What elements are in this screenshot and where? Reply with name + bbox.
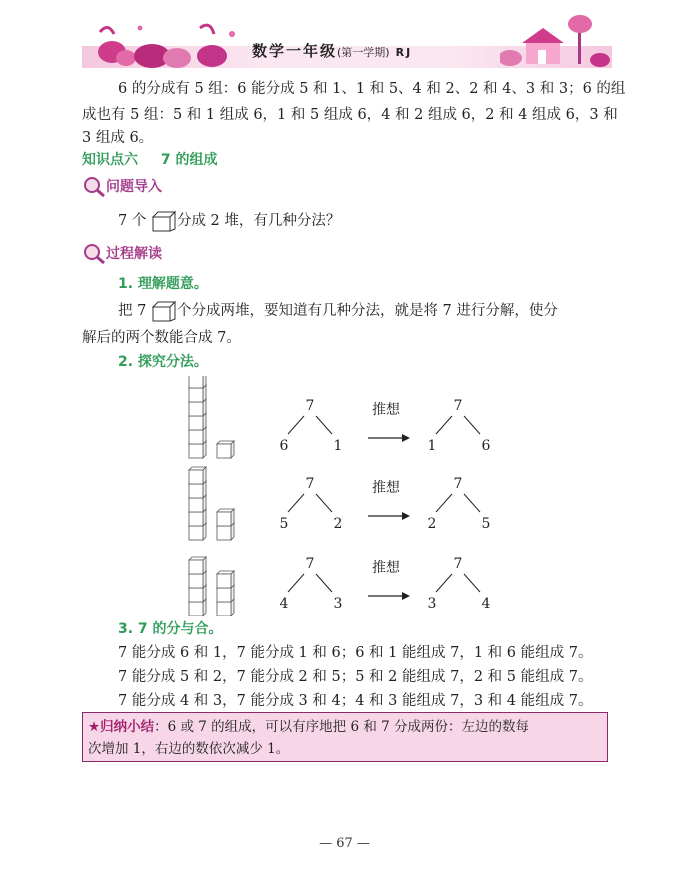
- summary-text-1: ：6 或 7 的组成，可以有序地把 6 和 7 分成两份：左边的数每: [154, 719, 530, 735]
- question-intro-title: 问题导入: [106, 179, 162, 195]
- cube-front: [189, 416, 203, 430]
- question-text-after: 分成 2 堆，有几种分法？: [176, 213, 341, 229]
- composition-figure: [180, 376, 500, 616]
- cube-front: [217, 588, 231, 602]
- cube-front: [217, 574, 231, 588]
- summary-box: [82, 712, 608, 762]
- tree-left-branch: [288, 494, 304, 512]
- process-paragraph-line-1: [118, 300, 558, 322]
- tree-left-part-b: 3: [333, 596, 343, 612]
- cube-side: [231, 571, 234, 588]
- process-paragraph-line-2: 解后的两个数能合成 7。: [82, 330, 241, 346]
- cube-icon: [151, 300, 177, 322]
- knowledge-point-label: 知识点六: [82, 152, 138, 168]
- intro-line-1: 6 的分成有 5 组：6 能分成 5 和 1、1 和 5、4 和 2、2 和 4、3 和 3；6 的组: [118, 81, 626, 97]
- cube-side: [231, 509, 234, 526]
- question-text-before: 7 个: [118, 213, 147, 229]
- cube-front: [189, 430, 203, 444]
- arrow-head: [402, 434, 410, 442]
- header-title: [252, 40, 412, 61]
- page-header: [82, 12, 612, 74]
- cube-front: [217, 444, 231, 458]
- tree-right-total: 7: [453, 398, 463, 414]
- split-line-2: 7 能分成 5 和 2，7 能分成 2 和 5；5 和 2 能组成 7，2 和 5 能组成 7。: [118, 669, 593, 685]
- tree-left-part-b: 2: [333, 516, 343, 532]
- header-edition: RJ: [395, 46, 413, 59]
- tree-left-part-b: 1: [333, 438, 343, 454]
- tree-left-total: 7: [305, 556, 315, 572]
- cube-front: [189, 484, 203, 498]
- cube-icon: [151, 210, 177, 232]
- knowledge-point-title: 7 的组成: [160, 152, 218, 168]
- tree-right-branch: [316, 574, 332, 592]
- tree-right-branch: [464, 574, 480, 592]
- cube-front: [189, 560, 203, 574]
- cube-front: [217, 512, 231, 526]
- cube-front: [189, 444, 203, 458]
- tree-right-branch: [464, 416, 480, 434]
- step-1: 1. 理解题意。: [118, 276, 208, 292]
- guess-label: 推想: [372, 560, 400, 576]
- tree-right-part-a: 3: [427, 596, 437, 612]
- summary-label: ★归纳小结: [88, 719, 155, 735]
- step-2: 2. 探究分法。: [118, 354, 208, 370]
- intro-line-3: 3 组成 6。: [82, 130, 154, 146]
- tree-right-part-a: 1: [427, 438, 437, 454]
- tree-left-branch: [288, 574, 304, 592]
- magnifier-icon: [82, 176, 106, 198]
- cube-front: [189, 388, 203, 402]
- tree-right-branch: [464, 494, 480, 512]
- process-text-before: 把 7: [118, 303, 147, 319]
- arrow-head: [402, 512, 410, 520]
- guess-label: 推想: [372, 402, 400, 418]
- guess-label: 推想: [372, 480, 400, 496]
- cube-side: [203, 557, 206, 574]
- cube-front: [217, 602, 231, 616]
- question-line: [118, 210, 340, 232]
- process-text-after: 个分成两堆，要知道有几种分法，就是将 7 进行分解，使分: [176, 303, 558, 319]
- summary-line-2: 次增加 1，右边的数依次减少 1。: [88, 741, 290, 757]
- tree-right-total: 7: [453, 556, 463, 572]
- tree-left-branch: [436, 494, 452, 512]
- cube-side: [203, 467, 206, 484]
- tree-right-branch: [316, 494, 332, 512]
- page-number: — 67 —: [319, 836, 370, 851]
- cube-front: [189, 498, 203, 512]
- cube-front: [189, 574, 203, 588]
- tree-left-part-a: 5: [279, 516, 289, 532]
- tree-right-part-b: 6: [481, 438, 491, 454]
- cube-front: [189, 602, 203, 616]
- magnifier-icon: [82, 243, 106, 265]
- tree-right-total: 7: [453, 476, 463, 492]
- step-3: 3. 7 的分与合。: [118, 621, 223, 637]
- cube-front: [189, 526, 203, 540]
- tree-left-part-a: 4: [279, 596, 289, 612]
- header-decoration-right: [500, 12, 612, 70]
- cube-front: [217, 526, 231, 540]
- tree-left-part-a: 6: [279, 438, 289, 454]
- process-heading: [82, 243, 162, 265]
- question-intro-heading: [82, 176, 162, 198]
- header-term: (第一学期): [337, 46, 390, 59]
- tree-left-total: 7: [305, 476, 315, 492]
- cube-front: [189, 402, 203, 416]
- tree-right-part-b: 5: [481, 516, 491, 532]
- tree-left-branch: [436, 416, 452, 434]
- cube-front: [189, 376, 203, 388]
- split-line-3: 7 能分成 4 和 3，7 能分成 3 和 4；4 和 3 能组成 7，3 和 4 能组成 7。: [118, 693, 593, 709]
- tree-right-part-a: 2: [427, 516, 437, 532]
- tree-right-part-b: 4: [481, 596, 491, 612]
- cube-front: [189, 512, 203, 526]
- header-title-text: 数学一年级: [252, 42, 338, 60]
- cube-front: [189, 470, 203, 484]
- tree-right-branch: [316, 416, 332, 434]
- arrow-head: [402, 592, 410, 600]
- tree-left-branch: [436, 574, 452, 592]
- header-decoration-left: [82, 18, 252, 70]
- cube-side: [231, 441, 234, 458]
- tree-left-branch: [288, 416, 304, 434]
- intro-line-2: 成也有 5 组：5 和 1 组成 6，1 和 5 组成 6，4 和 2 组成 6，2 和 4 组成 6，3 和: [82, 107, 618, 123]
- cube-front: [189, 588, 203, 602]
- knowledge-point-heading: [82, 149, 218, 171]
- summary-line-1: [88, 716, 529, 738]
- tree-left-total: 7: [305, 398, 315, 414]
- split-line-1: 7 能分成 6 和 1，7 能分成 1 和 6；6 和 1 能组成 7，1 和 6 能组成 7。: [118, 645, 593, 661]
- process-title: 过程解读: [106, 246, 162, 262]
